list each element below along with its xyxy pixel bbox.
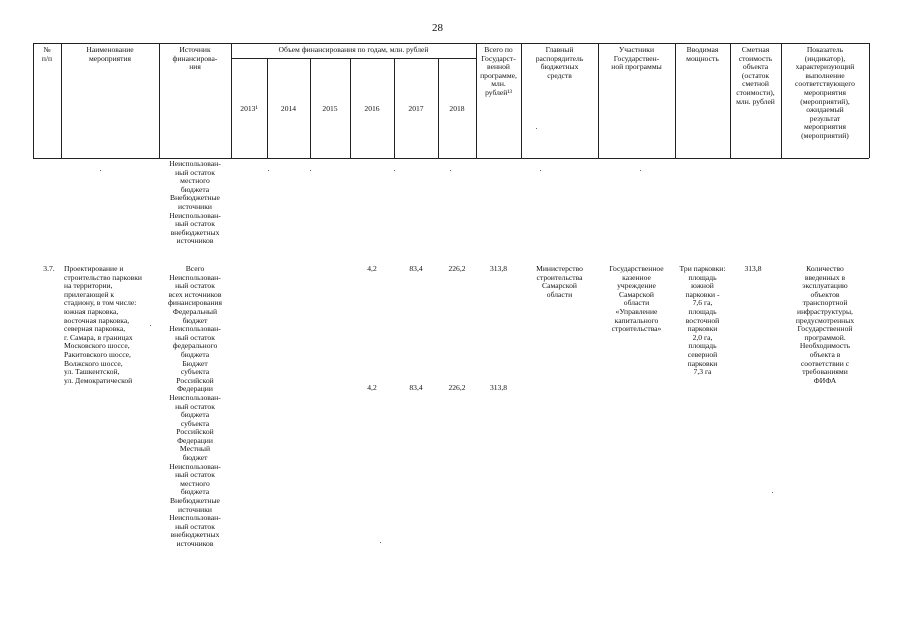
scan-speck bbox=[310, 170, 311, 171]
row-cost: 313,8 bbox=[744, 264, 762, 273]
row-indicator: Количество введенных в эксплуатацию объектов транспортной инфраструктуры, предусмотренных Государственной программой. Необходимость объекта в соответствии с требованиями ФИФА bbox=[795, 264, 855, 385]
header-num: № п/п bbox=[41, 45, 53, 63]
regional-2017: 83,4 bbox=[409, 383, 423, 392]
scan-speck bbox=[100, 170, 101, 171]
header-year-2017: 2017 bbox=[408, 104, 424, 113]
regional-2016: 4,2 bbox=[367, 383, 377, 392]
row-name: Проектирование и строительство парковки на территории, прилегающей к стадиону, в том числе: южная парковка, восточная парковка, северная парковка, г. Самара, в границах Московского шоссе, Ракитовского шоссе, Волжского шоссе, ул. Ташкентской, ул. Демократической bbox=[64, 264, 142, 385]
regional-program: 313,8 bbox=[489, 383, 508, 392]
header-name: Наименование мероприятия bbox=[86, 45, 134, 63]
col-divider-3 bbox=[231, 43, 232, 158]
header-cost: Сметная стоимость объекта (остаток сметной стоимости), млн. рублей bbox=[736, 45, 775, 106]
total-program: 313,8 bbox=[489, 264, 508, 273]
row-sources: Всего Неиспользован- ный остаток всех источников финансирования Федеральный бюджет Неиспользован- ный остаток федерального бюджета Бюджет субъекта Российской Федерации Неиспользован- ный остаток бюджета субъекта Российской Федерации Местный бюджет Неиспользован- ный остаток местного бюджета Внебюджетные источники Неиспользован- ный остаток внебюджетных источников bbox=[168, 264, 222, 548]
header-participants: Участники Государствен- ной программы bbox=[611, 45, 662, 72]
header-year-2015: 2015 bbox=[322, 104, 338, 113]
header-manager: Главный распорядитель бюджетных средств bbox=[535, 45, 584, 80]
header-source: Источник финансирова- ния bbox=[172, 45, 218, 72]
scan-speck bbox=[268, 170, 269, 171]
total-2017: 83,4 bbox=[409, 264, 423, 273]
row-number: 3.7. bbox=[43, 264, 55, 273]
header-year-2018: 2018 bbox=[449, 104, 465, 113]
scan-speck bbox=[394, 170, 395, 171]
row-capacity: Три парковки: площадь южной парковки - 7,6 га, площадь восточной парковки 2,0 га, площадь северной парковки 7,3 га bbox=[679, 264, 726, 377]
row-manager: Министерство строительства Самарской области bbox=[536, 264, 583, 299]
scan-speck bbox=[772, 492, 773, 493]
header-indicator: Показатель (индикатор), характеризующий выполнение соответствующего мероприятия (мероприятий), ожидаемый результат мероприятия (мероприятий) bbox=[795, 45, 855, 140]
scan-speck bbox=[450, 170, 451, 171]
scan-speck bbox=[536, 128, 537, 129]
prev-row-sources: Неиспользован- ный остаток местного бюджета Внебюджетные источники Неиспользован- ный остаток внебюджетных источников bbox=[169, 159, 221, 246]
total-2018: 226,2 bbox=[448, 264, 466, 273]
scan-speck bbox=[540, 170, 541, 171]
header-volume: Объем финансирования по годам, млн. рублей bbox=[278, 45, 429, 54]
scan-speck bbox=[150, 325, 151, 326]
page-number: 28 bbox=[432, 22, 443, 34]
table-right-border bbox=[869, 43, 870, 158]
row-participants: Государственное казенное учреждение Самарской области «Управление капитального строительства» bbox=[609, 264, 664, 334]
header-bottom-border bbox=[33, 158, 869, 159]
scan-speck bbox=[380, 542, 381, 543]
header-year-2016: 2016 bbox=[364, 104, 380, 113]
scan-speck bbox=[640, 170, 641, 171]
regional-2018: 226,2 bbox=[448, 383, 466, 392]
header-year-2014: 2014 bbox=[280, 104, 297, 113]
total-2016: 4,2 bbox=[367, 264, 377, 273]
header-capacity: Вводимая мощность bbox=[686, 45, 719, 63]
header-total: Всего по Государст- венной программе, млн. рублей¹³ bbox=[480, 45, 517, 97]
header-year-2013: 2013¹ bbox=[240, 104, 258, 113]
